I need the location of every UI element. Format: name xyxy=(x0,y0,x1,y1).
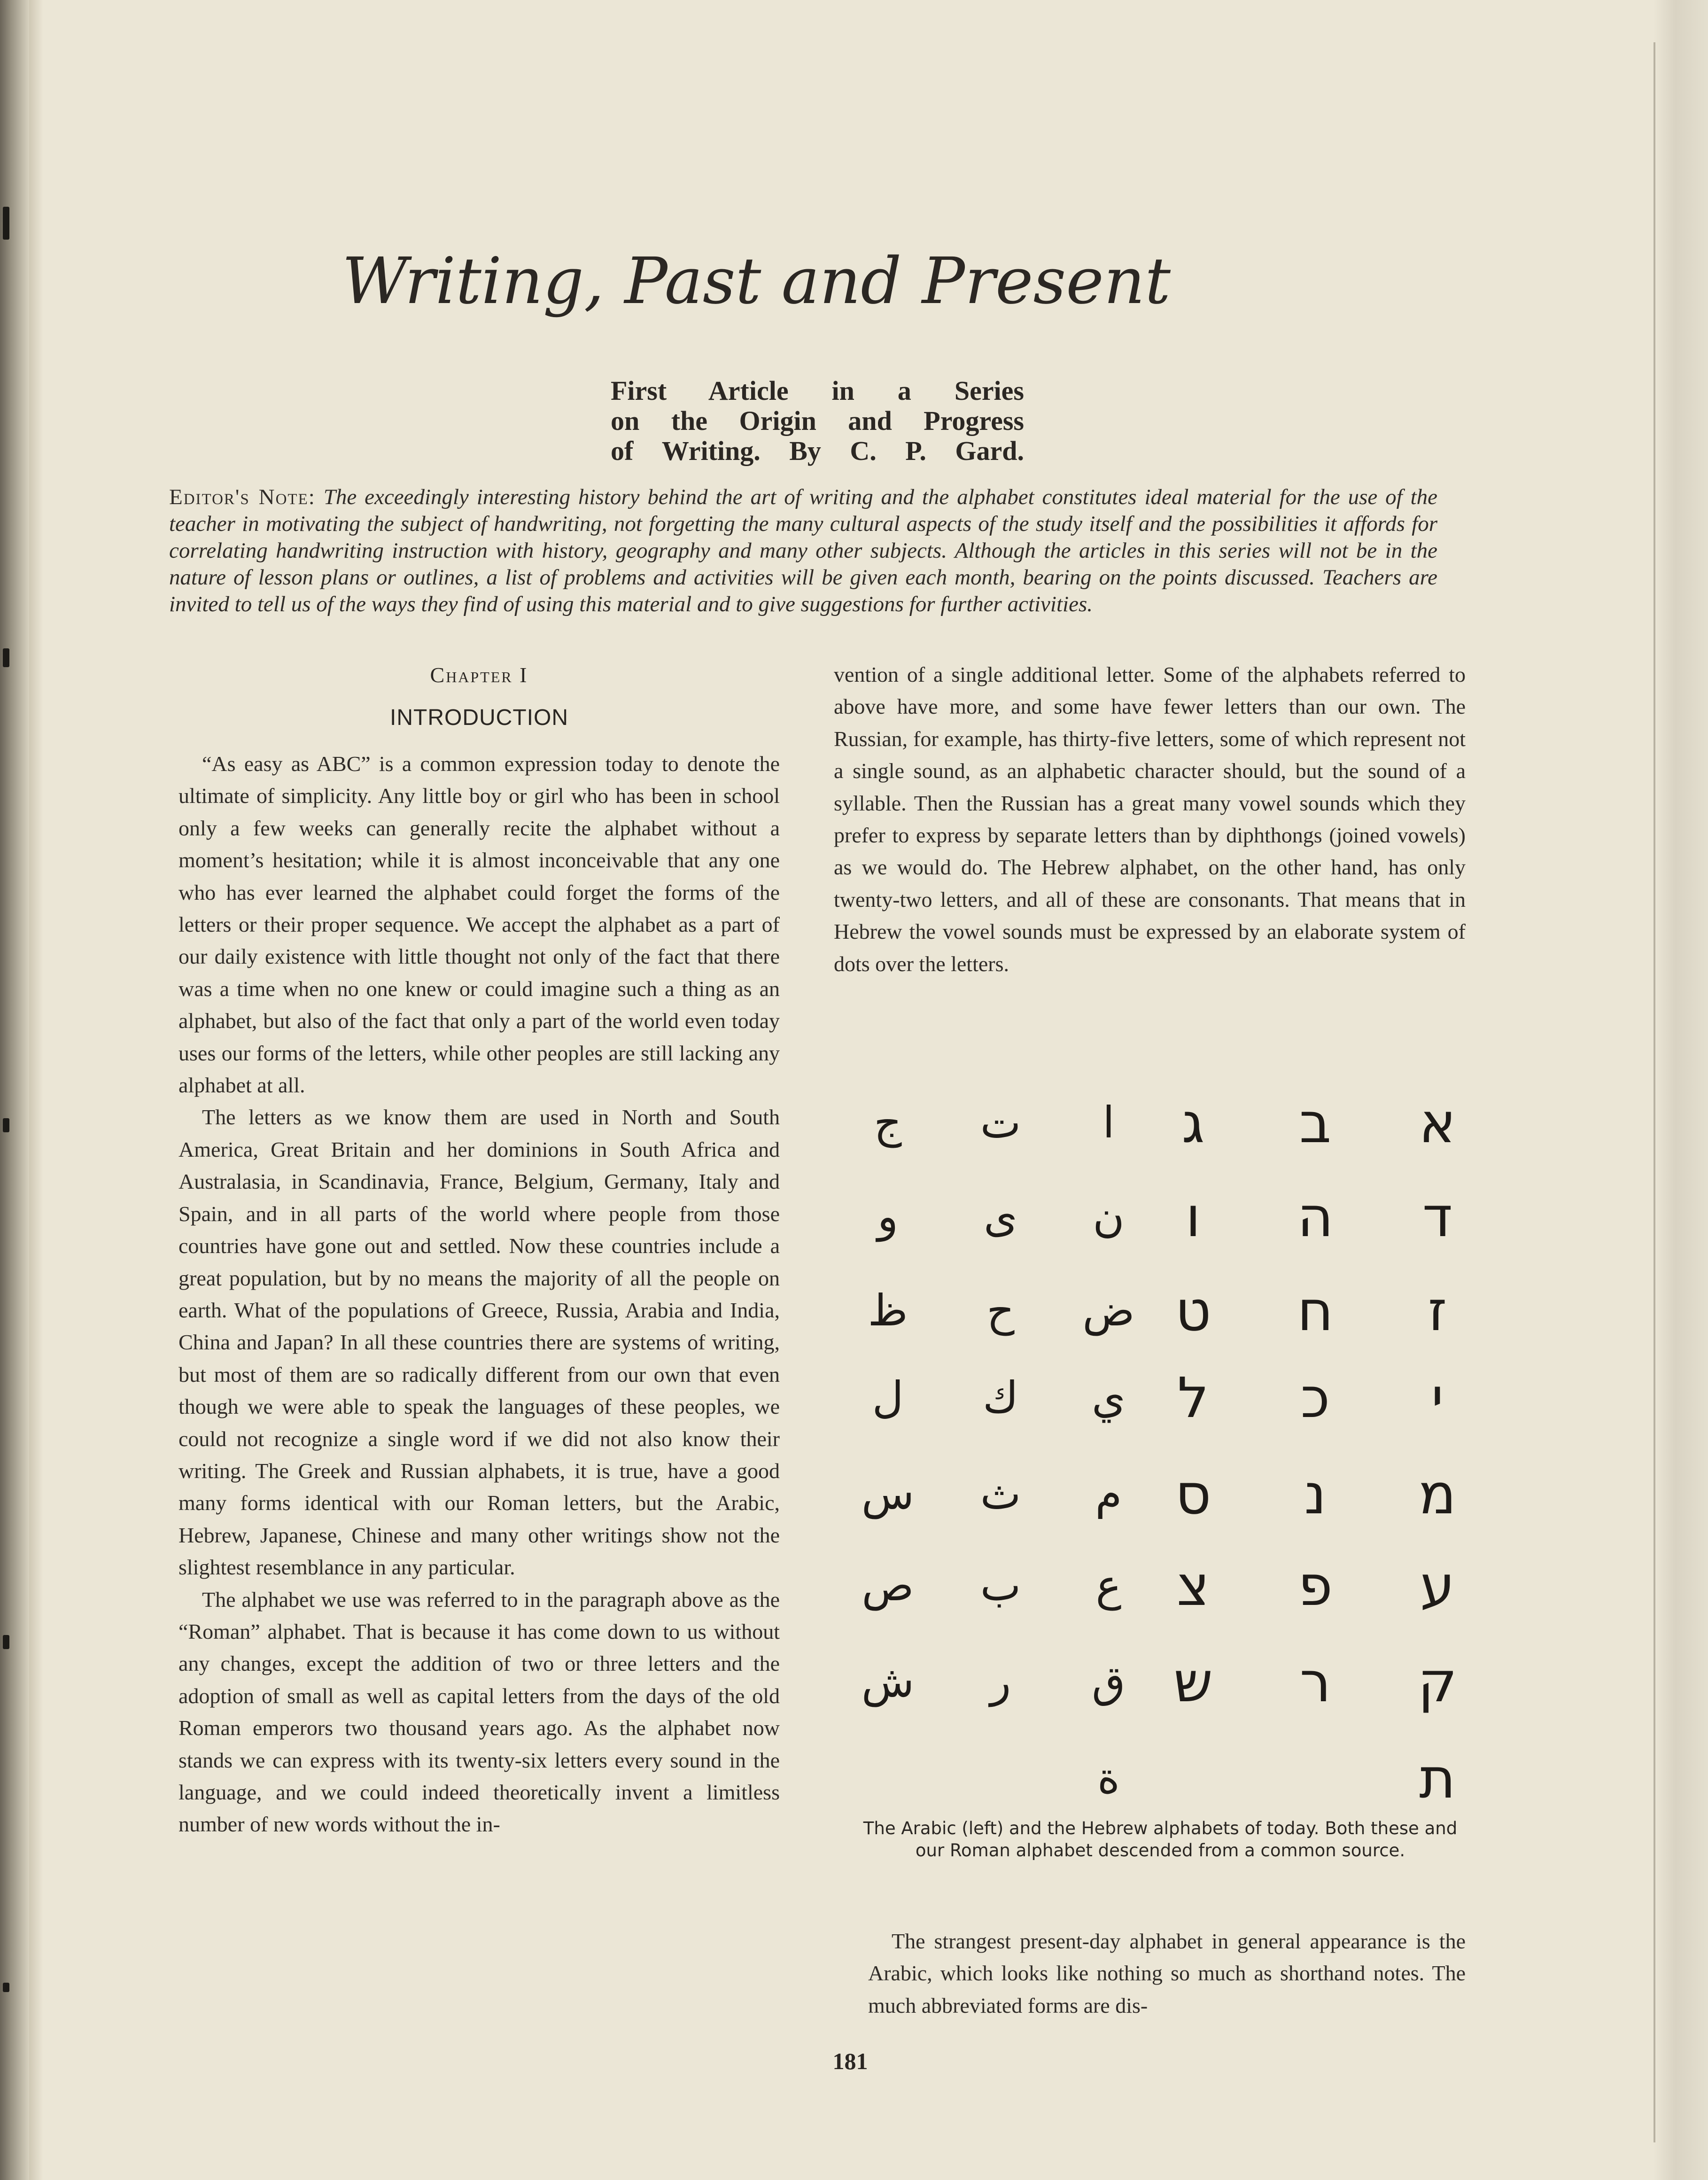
hebrew-letter: ה xyxy=(1297,1184,1334,1249)
right-column-bottom xyxy=(868,1925,1466,2022)
article-subtitle xyxy=(611,376,1024,466)
hebrew-letter: ל xyxy=(1177,1365,1209,1430)
arabic-letter: س xyxy=(861,1469,915,1519)
hebrew-letter: ט xyxy=(1175,1278,1211,1343)
arabic-letter: ي xyxy=(1091,1372,1126,1423)
arabic-letter: ت xyxy=(980,1098,1021,1148)
page-right-edge xyxy=(1654,0,1708,2180)
hebrew-letter: מ xyxy=(1418,1462,1457,1526)
chapter-label: Chapter I xyxy=(430,663,528,687)
arabic-letter: ث xyxy=(980,1469,1021,1519)
hebrew-letter: ש xyxy=(1173,1650,1213,1714)
figure-caption: The Arabic (left) and the Hebrew alphabets of today. Both these and our Roman alphabet descended from a common source. xyxy=(863,1818,1458,1861)
hebrew-letter: ד xyxy=(1422,1184,1453,1249)
hebrew-letter: ח xyxy=(1297,1278,1334,1343)
hebrew-letter: ר xyxy=(1299,1650,1331,1714)
body-paragraph: The strangest present-day alphabet in general appearance is the Arabic, which looks like nothing so much as shorthand notes. The much abbreviated forms are dis- xyxy=(868,1929,1466,2017)
hebrew-letter: ב xyxy=(1299,1090,1332,1155)
hebrew-letter: פ xyxy=(1298,1553,1333,1618)
hebrew-letter: א xyxy=(1419,1090,1456,1155)
page-number: 181 xyxy=(832,2048,868,2074)
binding-mark xyxy=(3,648,9,667)
hebrew-letter: י xyxy=(1431,1365,1444,1430)
subtitle-line: of Writing. By C. P. Gard. xyxy=(611,436,1024,466)
arabic-letter: ض xyxy=(1082,1285,1135,1336)
hebrew-letter: ג xyxy=(1181,1090,1205,1155)
subtitle-line: on the Origin and Progress xyxy=(611,405,1024,436)
arabic-letter: ى xyxy=(983,1191,1018,1242)
arabic-letter: ر xyxy=(990,1657,1011,1707)
subtitle-line: First Article in a Series xyxy=(611,375,1024,406)
binding-mark xyxy=(3,1983,9,1992)
hebrew-letter: נ xyxy=(1304,1462,1327,1526)
hebrew-letter: ע xyxy=(1420,1553,1455,1618)
editors-note xyxy=(169,484,1437,618)
binding-mark xyxy=(3,1118,9,1132)
hebrew-letter: ס xyxy=(1175,1462,1211,1526)
arabic-letter: و xyxy=(877,1191,899,1242)
hebrew-letter: ת xyxy=(1419,1746,1456,1811)
arabic-letter: ظ xyxy=(868,1285,908,1336)
arabic-letter: ل xyxy=(872,1372,904,1423)
chapter-title: INTRODUCTION xyxy=(390,705,568,730)
hebrew-letter: ק xyxy=(1418,1650,1457,1714)
hebrew-letter: כ xyxy=(1300,1365,1330,1430)
binding-mark xyxy=(3,207,9,240)
arabic-letter: ح xyxy=(986,1285,1015,1336)
article-title: Writing, Past and Present xyxy=(342,244,1171,319)
hebrew-letter: ו xyxy=(1185,1184,1201,1249)
editors-note-lead: Editor's Note: xyxy=(169,485,316,509)
body-paragraph: “As easy as ABC” is a common expression today to denote the ultimate of simplicity. Any little boy or girl who has been in school only a few weeks can generally recite the alphabet without a moment’s hesitation; while it is almost inconceivable that any one who has ever learned the alphabet could forget the forms of the letters or their proper sequence. We accept the alphabet as a part of our daily existence with little thought not only of the fact that there was a time when no one knew or could imagine such a thing as an alphabet, but also of the fact that only a part of the world even today uses our forms of the letters, while other peoples are still lacking any alphabet at all. xyxy=(179,752,780,1098)
hebrew-letter: צ xyxy=(1176,1553,1210,1618)
binding-mark xyxy=(3,1635,9,1649)
hebrew-letter: ז xyxy=(1428,1278,1447,1343)
body-paragraph: The alphabet we use was referred to in the paragraph above as the “Roman” alphabet. That is because it has come down to us without any changes, except the addition of two or three letters and the adoption of small as well as capital letters from the days of the old Roman emperors two thousand years ago. As the alphabet now stands we can express with its twenty-six letters every sound in the language, and we could indeed theoretically invent a limitless number of new words without the in- xyxy=(179,1587,780,1837)
left-column xyxy=(179,748,780,1841)
arabic-letter: ع xyxy=(1095,1560,1122,1611)
body-paragraph: vention of a single additional letter. Some of the alphabets referred to above have more, and some have fewer letters than our own. The Russian, for example, has thirty-five letters, some of which represent not a single sound, as an alphabetic character should, but the sound of a syllable. Then the Russian has a great many vowel sounds which they prefer to express by separate letters than by diphthongs (joined vowels) as we would do. The Hebrew alphabet, on the other hand, has only twenty-two letters, and all of these are consonants. That means that in Hebrew the vowel sounds must be expressed by an elaborate system of dots over the letters. xyxy=(834,662,1466,976)
arabic-letter: ة xyxy=(1097,1753,1120,1803)
arabic-letter: ب xyxy=(980,1560,1021,1611)
gutter-shadow xyxy=(29,0,43,2180)
body-paragraph: The letters as we know them are used in North and South America, Great Britain and her dominions in South Africa and Australasia, in Scandinavia, France, Belgium, Germany, Italy and Spain, and in all parts of the world where people from those countries have gone out and settled. Now these countries include a great population, but by no means the majority of all the people on earth. What of the populations of Greece, Russia, Arabia and India, China and Japan? In all these countries there are systems of writing, but most of them are so radically different from our own that even though we were able to speak the languages of these peoples, we could not recognize a single word if we did not also know their writing. The Greek and Russian alphabets, it is true, have a good many forms identical with our Roman letters, but the Arabic, Hebrew, Japanese, Chinese and many other writings show not the slightest resemblance in any particular. xyxy=(179,1105,780,1580)
arabic-letter: ن xyxy=(1093,1191,1125,1242)
arabic-letter: م xyxy=(1095,1469,1122,1519)
arabic-letter: ق xyxy=(1092,1657,1126,1707)
arabic-letter: ا xyxy=(1102,1098,1115,1148)
arabic-letter: ك xyxy=(983,1372,1018,1423)
arabic-letter: ش xyxy=(861,1657,915,1707)
arabic-letter: ص xyxy=(862,1560,914,1611)
book-gutter xyxy=(0,0,29,2180)
editors-note-text: The exceedingly interesting history behind the art of writing and the alphabet constitutes ideal material for the use of the teacher in motivating the subject of handwriting, not forgetting the many cultural aspects of the study itself and the possibilities it affords for correlating handwriting instruction with history, geography and many other subjects. Although the articles in this series will not be in the nature of lesson plans or outlines, a list of problems and activities will be given each month, bearing on the points discussed. Teachers are invited to tell us of the ways they find of using this material and to give suggestions for further activities. xyxy=(169,485,1438,616)
arabic-letter: ج xyxy=(874,1098,902,1148)
right-column-top xyxy=(834,659,1466,980)
